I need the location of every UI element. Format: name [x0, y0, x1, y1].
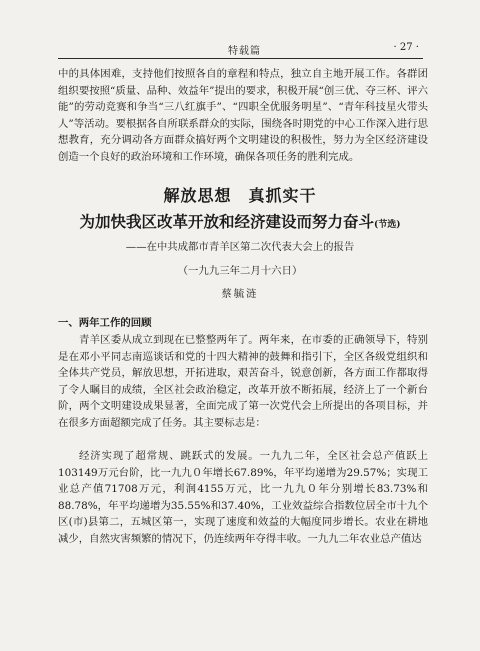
section-title: 特载篇 [228, 46, 261, 57]
top-paragraph: 中的具体困难，支持他们按照各自的章程和特点，独立自主地开展工作。各群团组织要按照“质量、品种、效益年”提出的要求，积极开展“创三优、夺三杯、评六能”的劳动竞赛和争当“三八红旗手”、“四职全优服务明星”、“青年科技星火带头人”等活动。要根据各自所联系群众的实际，围绕各时期党的中心工作深入进行思想教育，充分调动各方面群众搞好两个文明建设的积极性，努力为全区经济建设创造一个良好的政治环境和工作环境，确保各项任务的胜利完成。 [58, 68, 428, 163]
article-subtitle: ——在中共成都市青羊区第二次代表大会上的报告 [125, 241, 355, 253]
section-heading: 一、两年工作的回顾 [58, 317, 152, 329]
article-date: （一九九三年二月十六日） [177, 265, 303, 277]
article-title-note: (节选) [373, 220, 401, 230]
article-title-line2 [0, 210, 480, 232]
article-title-line1: 解放思想 真抓实干 [163, 186, 317, 205]
page-number: · 27 · [393, 42, 419, 53]
article-title-main: 为加快我区改革开放和经济建设而努力奋斗 [79, 212, 374, 231]
page-header [58, 42, 423, 59]
body-paragraph-1: 青羊区委从成立到现在已整整两年了。两年来，在市委的正确领导下，特别是在邓小平同志南巡谈话和党的十四大精神的鼓舞和指引下，全区各级党组织和全体共产党员，解放思想，开拓进取，艰苦奋斗，锐意创新，各方面工作都取得了令人瞩目的成绩，全区社会政治稳定，改革开放不断拓展，经济上了一个新台阶，两个文明建设成果显著，全面完成了第一次党代会上所提出的各项目标，并在很多方面超额完成了任务。其主要标志是： [58, 334, 428, 429]
article-author: 蔡毓涟 [221, 288, 259, 300]
body-paragraph-2: 经济实现了超常规、跳跃式的发展。一九九二年，全区社会总产值跃上103149万元台阶，比一九九０年增长67.89%，年平均递增为29.57%；实现工业总产值71708万元，利润4155万元，比一九九０年分别增长83.73%和88.78%，年平均递增为35.55%和37.40%，工业效益综合指数位居全市十九个区(市)县第二，五城区第一，实现了速度和效益的大幅度同步增长。农业在耕地减少，自然灾害频繁的情况下，仍连续两年夺得丰收。一九九二年农业总产值达 [58, 450, 428, 545]
